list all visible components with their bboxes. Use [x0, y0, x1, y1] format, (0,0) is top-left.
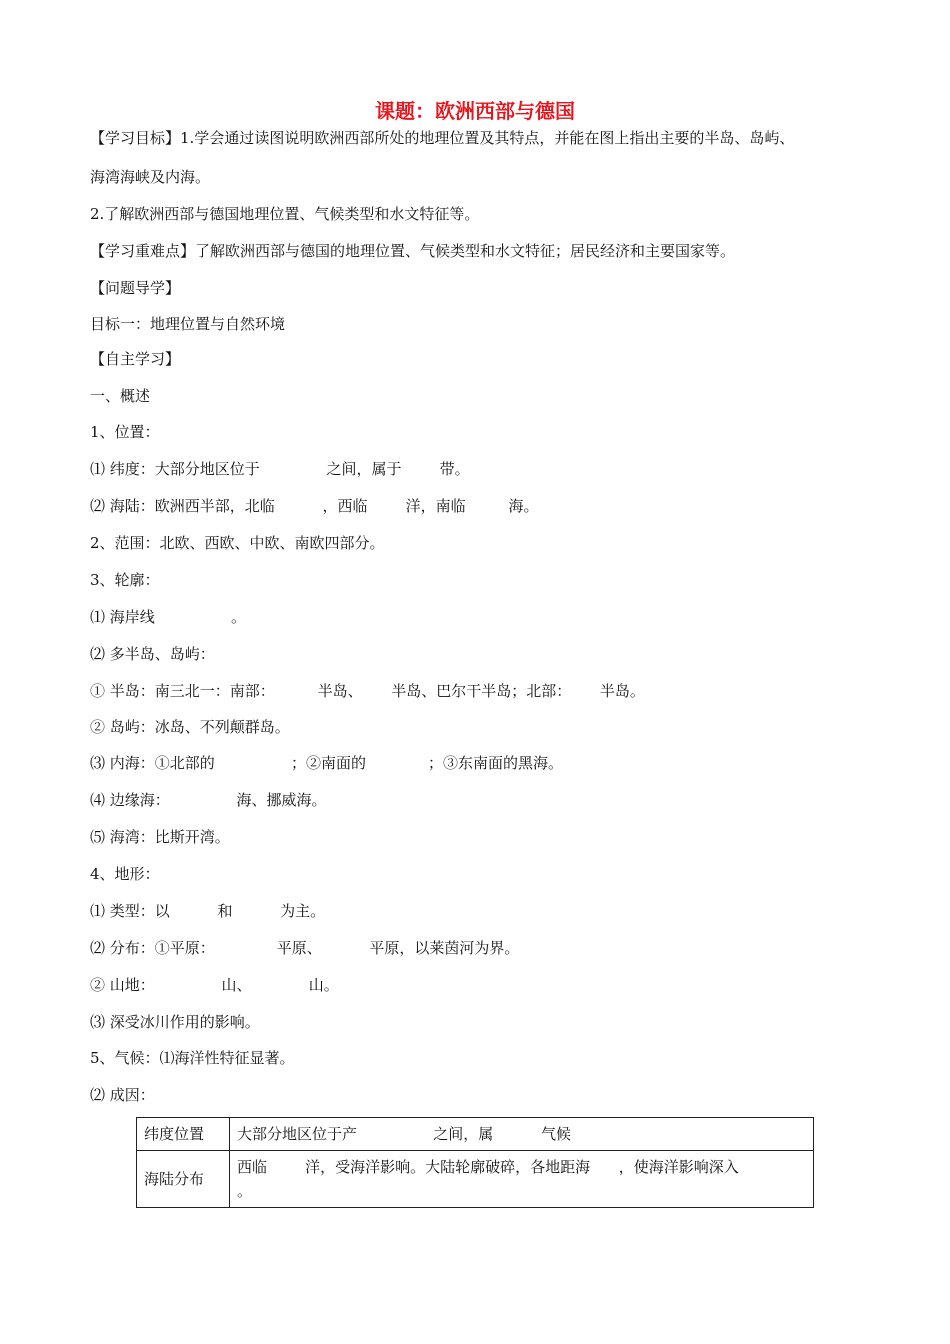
table-value-cell: 大部分地区位于产 之间，属 气候: [230, 1118, 814, 1151]
climate-cause-line: ⑵ 成因：: [90, 1086, 155, 1104]
key-points-line: 【学习重难点】了解欧洲西部与德国的地理位置、气候类型和水文特征；居民经济和主要国家等。: [90, 242, 736, 260]
marginal-seas-line: ⑷ 边缘海： 海、挪威海。: [90, 791, 327, 809]
table-header-cell: 纬度位置: [137, 1118, 230, 1151]
section-overview: 一、概述: [90, 387, 151, 405]
learning-goal-line: 【学习目标】1.学会通过读图说明欧洲西部所处的地理位置及其特点，并能在图上指出主要的半岛、岛屿、: [90, 129, 795, 147]
terrain-distribution-line: ⑵ 分布：①平原： 平原、 平原，以莱茵河为界。: [90, 939, 520, 957]
table-row: [137, 1118, 814, 1151]
self-study-heading: 【自主学习】: [90, 350, 181, 368]
peninsulas-islands-line: ⑵ 多半岛、岛屿：: [90, 645, 215, 663]
glacier-line: ⑶ 深受冰川作用的影响。: [90, 1013, 260, 1031]
inland-seas-line: ⑶ 内海：①北部的 ；②南面的 ；③东南面的黑海。: [90, 754, 564, 772]
terrain-type-line: ⑴ 类型：以 和 为主。: [90, 902, 326, 920]
climate-cause-table: [136, 1117, 814, 1208]
islands-line: ② 岛屿：冰岛、不列颠群岛。: [90, 718, 290, 736]
section-location: 1、位置：: [90, 423, 160, 441]
sea-land-line: ⑵ 海陆：欧洲西半部，北临 ，西临 洋，南临 海。: [90, 497, 539, 515]
section-outline: 3、轮廓：: [90, 571, 160, 589]
section-climate: 5、气候：⑴海洋性特征显著。: [90, 1049, 295, 1067]
table-value-cell: 西临 洋，受海洋影响。大陆轮廓破碎，各地距海 ，使海洋影响深入 。: [230, 1151, 814, 1208]
climate-cause-table-wrap: [136, 1117, 814, 1208]
target-one-heading: 目标一：地理位置与自然环境: [90, 315, 286, 333]
page-title: 课题：欧洲西部与德国: [375, 99, 575, 123]
bays-line: ⑸ 海湾：比斯开湾。: [90, 828, 230, 846]
guide-heading: 【问题导学】: [90, 279, 181, 297]
mountains-line: ② 山地： 山、 山。: [90, 976, 339, 994]
table-header-cell: 海陆分布: [137, 1151, 230, 1208]
range-line: 2、范围：北欧、西欧、中欧、南欧四部分。: [90, 534, 385, 552]
learning-goal-continued: 海湾海峡及内海。: [90, 168, 211, 186]
peninsulas-line: ① 半岛：南三北一：南部： 半岛、 半岛、巴尔干半岛；北部： 半岛。: [90, 682, 645, 700]
learning-goal-2: 2.了解欧洲西部与德国地理位置、气候类型和水文特征等。: [90, 205, 480, 223]
section-terrain: 4、地形：: [90, 865, 160, 883]
coastline-line: ⑴ 海岸线 。: [90, 608, 247, 626]
table-row: [137, 1151, 814, 1208]
latitude-line: ⑴ 纬度：大部分地区位于 之间，属于 带。: [90, 460, 470, 478]
